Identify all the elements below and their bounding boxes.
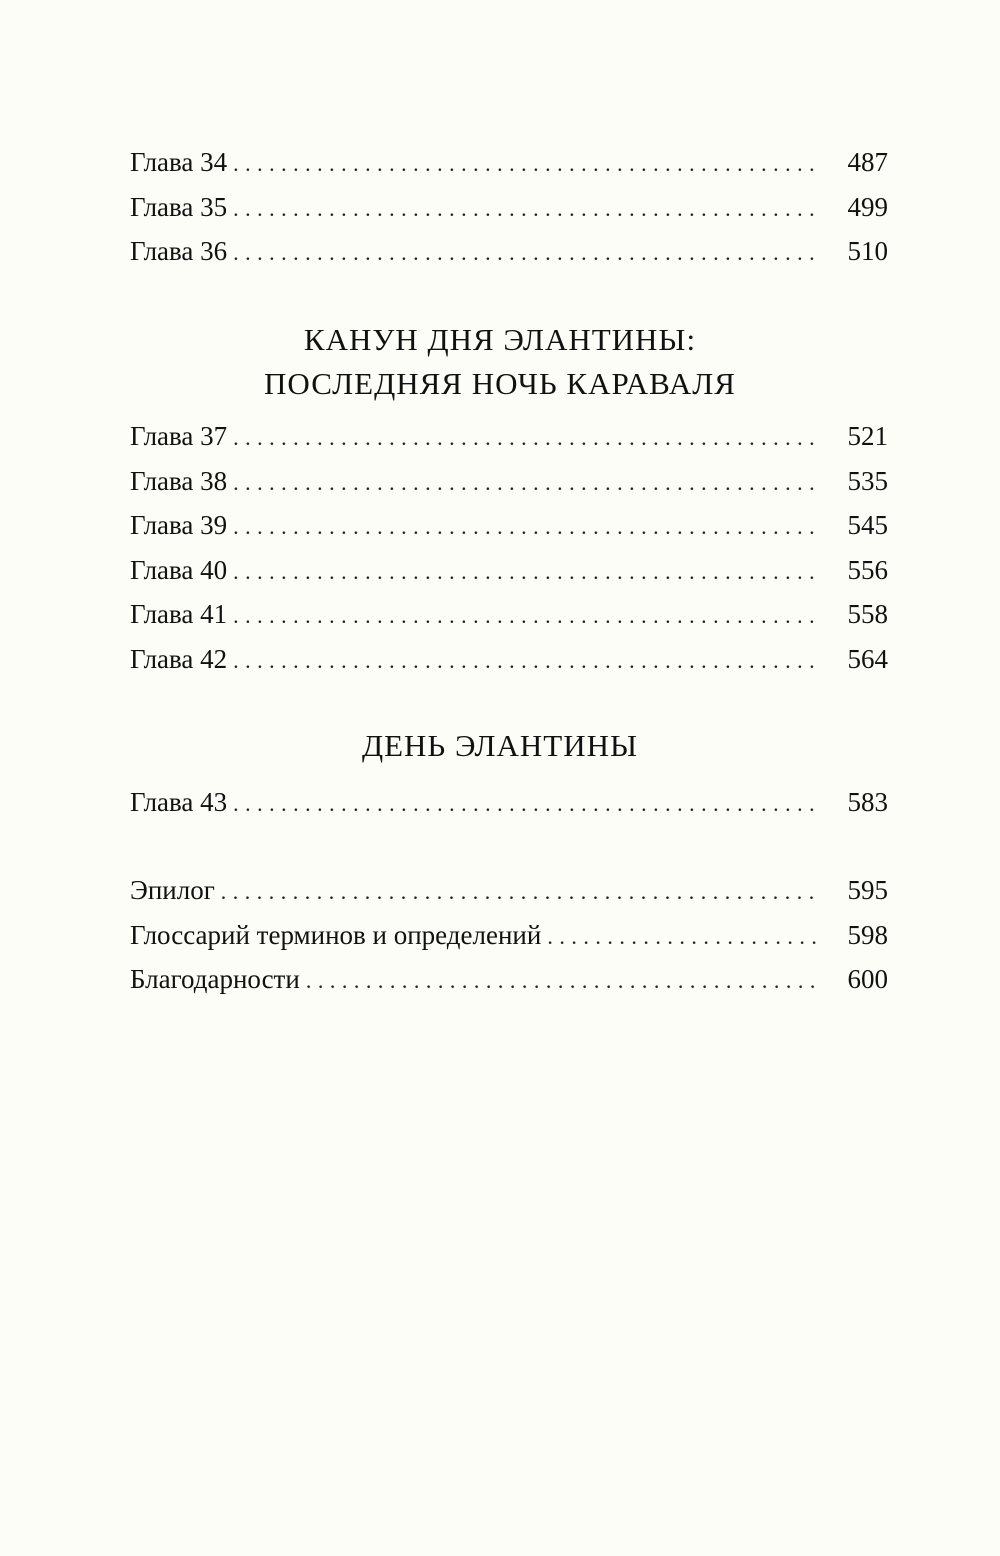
toc-entry-label: Глава 38 — [130, 465, 228, 496]
section-title-day: ДЕНЬ ЭЛАНТИНЫ — [361, 728, 639, 763]
toc-entry-label: Глава 35 — [130, 191, 228, 222]
toc-entry-page: 535 — [847, 465, 888, 496]
toc-entry[interactable] — [130, 913, 888, 958]
toc-entry-label: Благодарности — [130, 964, 300, 994]
toc-entry-label: Глоссарий терминов и определений — [130, 919, 542, 950]
toc-leader-dots — [233, 782, 816, 827]
toc-entry[interactable] — [130, 459, 888, 504]
toc-entry-page: 595 — [847, 875, 888, 905]
toc-leader-dots — [233, 187, 816, 232]
toc-group-back-matter — [130, 868, 888, 1002]
toc-entry[interactable] — [130, 414, 888, 459]
toc-entry-label: Глава 42 — [130, 643, 228, 674]
toc-entry[interactable] — [130, 868, 888, 913]
toc-leader-dots — [233, 231, 816, 276]
toc-leader-dots — [547, 915, 816, 960]
section-title-eve-line1: КАНУН ДНЯ ЭЛАНТИНЫ: — [303, 322, 697, 357]
toc-entry[interactable] — [130, 548, 888, 593]
toc-entry-page: 487 — [847, 147, 888, 177]
toc-entry-page: 600 — [847, 964, 888, 994]
toc-leader-dots — [233, 505, 816, 550]
toc-entry-page: 556 — [847, 554, 888, 585]
toc-entry-label: Глава 39 — [130, 510, 228, 540]
toc-leader-dots — [306, 959, 816, 1004]
toc-group-day — [130, 780, 888, 825]
toc-entry-page: 564 — [847, 643, 888, 674]
toc-entry-label: Глава 37 — [130, 421, 228, 451]
toc-group-part-end — [130, 140, 888, 274]
toc-entry[interactable] — [130, 229, 888, 274]
toc-entry-label: Глава 43 — [130, 787, 228, 817]
toc-entry-page: 545 — [847, 510, 888, 540]
toc-entry-label: Эпилог — [130, 875, 215, 905]
toc-entry-label: Глава 34 — [130, 147, 228, 177]
toc-leader-dots — [233, 594, 816, 639]
toc-entry-label: Глава 36 — [130, 236, 228, 266]
toc-entry[interactable] — [130, 780, 888, 825]
toc-leader-dots — [233, 416, 816, 461]
toc-entry[interactable] — [130, 637, 888, 682]
toc-entry-page: 558 — [847, 599, 888, 629]
toc-entry-label: Глава 41 — [130, 599, 228, 629]
toc-entry-page: 510 — [847, 236, 888, 266]
toc-entry-page: 583 — [847, 787, 888, 817]
toc-entry-page: 598 — [847, 919, 888, 950]
toc-entry[interactable] — [130, 503, 888, 548]
toc-entry-page: 521 — [847, 421, 888, 451]
toc-entry[interactable] — [130, 140, 888, 185]
toc-leader-dots — [233, 461, 816, 506]
section-title-eve-line2: ПОСЛЕДНЯЯ НОЧЬ КАРАВАЛЯ — [264, 366, 736, 401]
toc-entry-label: Глава 40 — [130, 554, 228, 585]
toc-leader-dots — [233, 142, 816, 187]
toc-leader-dots — [233, 639, 816, 684]
toc-leader-dots — [233, 550, 816, 595]
toc-group-eve — [130, 414, 888, 681]
toc-entry[interactable] — [130, 185, 888, 230]
toc-entry[interactable] — [130, 957, 888, 1002]
toc-entry[interactable] — [130, 592, 888, 637]
toc-leader-dots — [221, 870, 816, 915]
toc-entry-page: 499 — [847, 191, 888, 222]
